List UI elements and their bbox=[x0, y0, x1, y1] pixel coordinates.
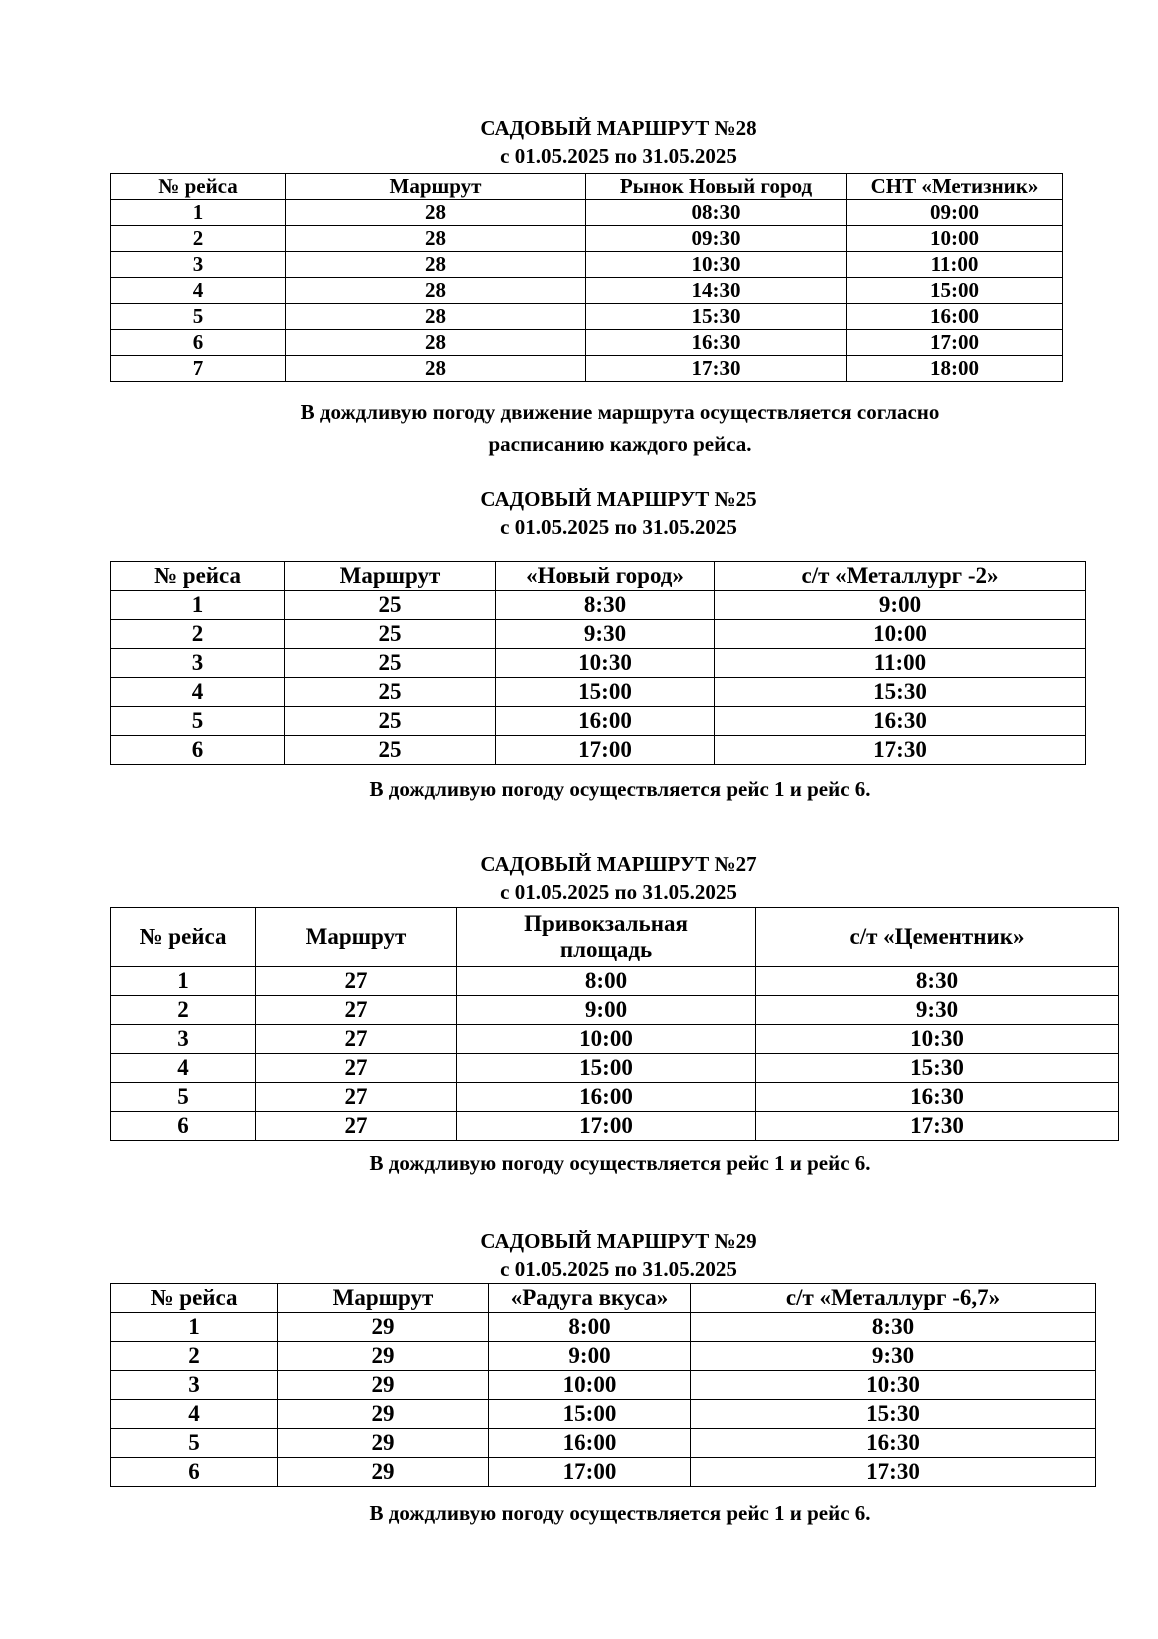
cell-departure: 10:30 bbox=[496, 649, 715, 678]
schedule-period: с 01.05.2025 по 31.05.2025 bbox=[500, 515, 737, 539]
cell-arrival: 15:30 bbox=[715, 678, 1086, 707]
cell-arrival: 15:00 bbox=[847, 278, 1063, 304]
header-route: Маршрут bbox=[256, 908, 457, 967]
cell-departure: 15:00 bbox=[457, 1054, 756, 1083]
cell-trip: 6 bbox=[111, 330, 286, 356]
table-row bbox=[111, 356, 1063, 382]
cell-route: 25 bbox=[285, 591, 496, 620]
cell-trip: 3 bbox=[111, 252, 286, 278]
table-row bbox=[111, 967, 1119, 996]
cell-route: 28 bbox=[286, 330, 586, 356]
rain-note: В дождливую погоду осуществляется рейс 1 и рейс 6. bbox=[369, 1151, 871, 1175]
table-row bbox=[111, 200, 1063, 226]
cell-route: 27 bbox=[256, 1054, 457, 1083]
cell-arrival: 10:00 bbox=[847, 226, 1063, 252]
cell-departure: 10:00 bbox=[489, 1371, 691, 1400]
cell-route: 28 bbox=[286, 252, 586, 278]
cell-departure: 14:30 bbox=[586, 278, 847, 304]
header-arrival: с/т «Цементник» bbox=[756, 908, 1119, 967]
table-row bbox=[111, 678, 1086, 707]
schedule-28 bbox=[0, 0, 1158, 470]
schedule-period: с 01.05.2025 по 31.05.2025 bbox=[500, 880, 737, 904]
table-row bbox=[111, 278, 1063, 304]
cell-trip: 3 bbox=[111, 1371, 278, 1400]
cell-departure: 15:00 bbox=[489, 1400, 691, 1429]
header-trip: № рейса bbox=[111, 562, 285, 591]
cell-trip: 4 bbox=[111, 278, 286, 304]
table-row bbox=[111, 1400, 1096, 1429]
table-header-row bbox=[111, 562, 1086, 591]
header-route: Маршрут bbox=[278, 1284, 489, 1313]
schedule-table bbox=[110, 1283, 1096, 1487]
cell-arrival: 17:30 bbox=[691, 1458, 1096, 1487]
cell-departure: 9:00 bbox=[457, 996, 756, 1025]
cell-arrival: 09:00 bbox=[847, 200, 1063, 226]
cell-departure: 15:00 bbox=[496, 678, 715, 707]
table-row bbox=[111, 591, 1086, 620]
cell-route: 28 bbox=[286, 278, 586, 304]
cell-departure: 16:00 bbox=[457, 1083, 756, 1112]
cell-trip: 2 bbox=[111, 1342, 278, 1371]
schedule-title: САДОВЫЙ МАРШРУТ №27 bbox=[480, 852, 757, 876]
cell-arrival: 9:30 bbox=[691, 1342, 1096, 1371]
cell-trip: 3 bbox=[111, 1025, 256, 1054]
cell-trip: 4 bbox=[111, 1054, 256, 1083]
cell-departure: 16:30 bbox=[586, 330, 847, 356]
cell-departure: 09:30 bbox=[586, 226, 847, 252]
cell-arrival: 16:00 bbox=[847, 304, 1063, 330]
header-arrival: с/т «Металлург -2» bbox=[715, 562, 1086, 591]
cell-departure: 8:00 bbox=[457, 967, 756, 996]
cell-departure: 8:30 bbox=[496, 591, 715, 620]
cell-trip: 5 bbox=[111, 304, 286, 330]
cell-trip: 5 bbox=[111, 1083, 256, 1112]
cell-trip: 5 bbox=[111, 1429, 278, 1458]
header-arrival: с/т «Металлург -6,7» bbox=[691, 1284, 1096, 1313]
cell-trip: 2 bbox=[111, 226, 286, 252]
cell-route: 27 bbox=[256, 1112, 457, 1141]
cell-route: 28 bbox=[286, 226, 586, 252]
cell-arrival: 8:30 bbox=[756, 967, 1119, 996]
table-row bbox=[111, 1112, 1119, 1141]
table-row bbox=[111, 1429, 1096, 1458]
cell-departure: 17:30 bbox=[586, 356, 847, 382]
cell-departure: 9:00 bbox=[489, 1342, 691, 1371]
cell-route: 28 bbox=[286, 200, 586, 226]
cell-departure: 9:30 bbox=[496, 620, 715, 649]
cell-trip: 4 bbox=[111, 1400, 278, 1429]
table-row bbox=[111, 304, 1063, 330]
cell-route: 25 bbox=[285, 649, 496, 678]
schedule-title: САДОВЫЙ МАРШРУТ №25 bbox=[480, 487, 757, 511]
cell-arrival: 15:30 bbox=[691, 1400, 1096, 1429]
table-row bbox=[111, 1342, 1096, 1371]
cell-route: 29 bbox=[278, 1342, 489, 1371]
header-trip: № рейса bbox=[111, 1284, 278, 1313]
cell-route: 29 bbox=[278, 1458, 489, 1487]
cell-trip: 6 bbox=[111, 736, 285, 765]
cell-trip: 1 bbox=[111, 1313, 278, 1342]
cell-departure: 17:00 bbox=[496, 736, 715, 765]
cell-route: 25 bbox=[285, 736, 496, 765]
cell-route: 25 bbox=[285, 707, 496, 736]
cell-trip: 7 bbox=[111, 356, 286, 382]
table-row bbox=[111, 330, 1063, 356]
table-row bbox=[111, 1458, 1096, 1487]
cell-arrival: 15:30 bbox=[756, 1054, 1119, 1083]
cell-trip: 1 bbox=[111, 200, 286, 226]
schedule-period: с 01.05.2025 по 31.05.2025 bbox=[500, 144, 737, 168]
header-trip: № рейса bbox=[111, 174, 286, 200]
table-row bbox=[111, 1371, 1096, 1400]
cell-arrival: 8:30 bbox=[691, 1313, 1096, 1342]
cell-arrival: 17:30 bbox=[715, 736, 1086, 765]
table-row bbox=[111, 252, 1063, 278]
table-row bbox=[111, 1313, 1096, 1342]
table-row bbox=[111, 996, 1119, 1025]
table-header-row bbox=[111, 908, 1119, 967]
schedule-table bbox=[110, 907, 1119, 1141]
header-route: Маршрут bbox=[286, 174, 586, 200]
cell-arrival: 16:30 bbox=[715, 707, 1086, 736]
cell-route: 28 bbox=[286, 304, 586, 330]
cell-arrival: 10:30 bbox=[691, 1371, 1096, 1400]
cell-departure: 17:00 bbox=[457, 1112, 756, 1141]
table-row bbox=[111, 736, 1086, 765]
cell-trip: 6 bbox=[111, 1112, 256, 1141]
table-row bbox=[111, 1025, 1119, 1054]
cell-route: 27 bbox=[256, 1025, 457, 1054]
table-row bbox=[111, 226, 1063, 252]
cell-route: 27 bbox=[256, 996, 457, 1025]
cell-arrival: 16:30 bbox=[756, 1083, 1119, 1112]
cell-arrival: 10:30 bbox=[756, 1025, 1119, 1054]
cell-departure: 17:00 bbox=[489, 1458, 691, 1487]
header-route: Маршрут bbox=[285, 562, 496, 591]
cell-departure: 08:30 bbox=[586, 200, 847, 226]
cell-arrival: 9:00 bbox=[715, 591, 1086, 620]
cell-route: 29 bbox=[278, 1313, 489, 1342]
cell-trip: 1 bbox=[111, 967, 256, 996]
schedule-title: САДОВЫЙ МАРШРУТ №29 bbox=[480, 1229, 757, 1253]
table-row bbox=[111, 707, 1086, 736]
cell-route: 27 bbox=[256, 967, 457, 996]
cell-trip: 3 bbox=[111, 649, 285, 678]
schedule-title: САДОВЫЙ МАРШРУТ №28 bbox=[480, 116, 757, 140]
cell-arrival: 11:00 bbox=[715, 649, 1086, 678]
table-row bbox=[111, 1083, 1119, 1112]
header-departure: Привокзальная площадь bbox=[457, 908, 756, 967]
cell-trip: 2 bbox=[111, 996, 256, 1025]
cell-route: 29 bbox=[278, 1429, 489, 1458]
cell-route: 25 bbox=[285, 620, 496, 649]
cell-trip: 5 bbox=[111, 707, 285, 736]
table-row bbox=[111, 649, 1086, 678]
table-header-row bbox=[111, 1284, 1096, 1313]
cell-arrival: 18:00 bbox=[847, 356, 1063, 382]
cell-arrival: 11:00 bbox=[847, 252, 1063, 278]
cell-departure: 10:30 bbox=[586, 252, 847, 278]
header-departure: «Новый город» bbox=[496, 562, 715, 591]
cell-arrival: 9:30 bbox=[756, 996, 1119, 1025]
cell-departure: 10:00 bbox=[457, 1025, 756, 1054]
header-arrival: СНТ «Метизник» bbox=[847, 174, 1063, 200]
header-departure: «Радуга вкуса» bbox=[489, 1284, 691, 1313]
rain-note bbox=[110, 396, 1130, 460]
cell-route: 25 bbox=[285, 678, 496, 707]
header-departure: Рынок Новый город bbox=[586, 174, 847, 200]
cell-route: 29 bbox=[278, 1400, 489, 1429]
header-trip: № рейса bbox=[111, 908, 256, 967]
cell-route: 28 bbox=[286, 356, 586, 382]
cell-trip: 4 bbox=[111, 678, 285, 707]
cell-departure: 16:00 bbox=[489, 1429, 691, 1458]
cell-route: 29 bbox=[278, 1371, 489, 1400]
cell-departure: 16:00 bbox=[496, 707, 715, 736]
cell-trip: 1 bbox=[111, 591, 285, 620]
cell-trip: 6 bbox=[111, 1458, 278, 1487]
cell-trip: 2 bbox=[111, 620, 285, 649]
cell-arrival: 17:00 bbox=[847, 330, 1063, 356]
cell-arrival: 16:30 bbox=[691, 1429, 1096, 1458]
rain-note-line1: В дождливую погоду движение маршрута осуществляется согласно bbox=[300, 400, 940, 424]
cell-arrival: 17:30 bbox=[756, 1112, 1119, 1141]
cell-departure: 8:00 bbox=[489, 1313, 691, 1342]
table-header-row bbox=[111, 174, 1063, 200]
rain-note: В дождливую погоду осуществляется рейс 1 и рейс 6. bbox=[369, 1501, 871, 1525]
table-row bbox=[111, 1054, 1119, 1083]
schedule-table bbox=[110, 173, 1063, 382]
schedule-table bbox=[110, 561, 1086, 765]
table-row bbox=[111, 620, 1086, 649]
cell-departure: 15:30 bbox=[586, 304, 847, 330]
schedule-period: с 01.05.2025 по 31.05.2025 bbox=[500, 1257, 737, 1281]
cell-arrival: 10:00 bbox=[715, 620, 1086, 649]
cell-route: 27 bbox=[256, 1083, 457, 1112]
rain-note-line2: расписанию каждого рейса. bbox=[488, 432, 752, 456]
rain-note: В дождливую погоду осуществляется рейс 1 и рейс 6. bbox=[369, 777, 871, 801]
